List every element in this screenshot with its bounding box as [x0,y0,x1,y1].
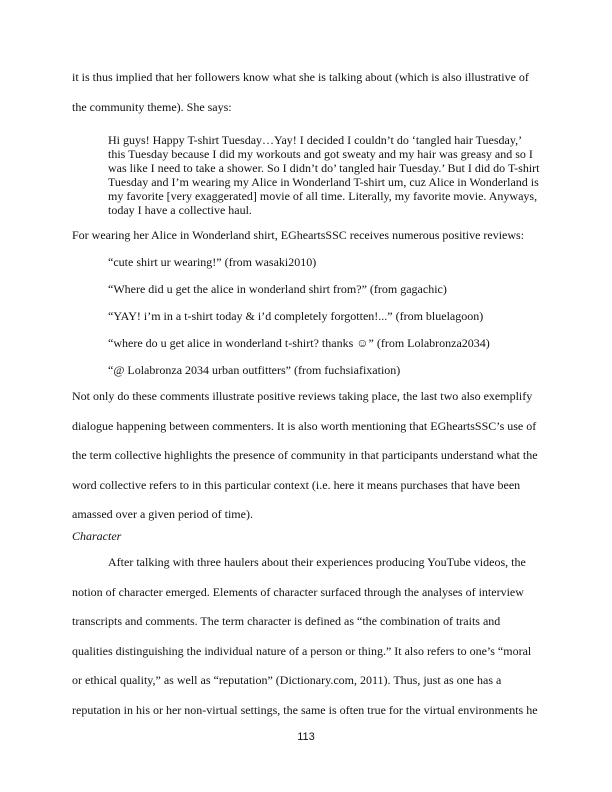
paragraph-positive-reviews-intro: For wearing her Alice in Wonderland shirt, EGheartsSSC receives numerous positive reviews: [72,228,525,242]
comment-quote-2: “Where did u get the alice in wonderland shirt from?” (from gagachic) [108,282,447,296]
comment-quote-5: “@ Lolabronza 2034 urban outfitters” (from fuchsiafixation) [108,363,401,377]
comment-quote-1: “cute shirt ur wearing!” (from wasaki2010) [108,255,317,269]
paragraph-community-theme: it is thus implied that her followers know what she is talking about (which is also illustrative of the community theme). She says: [72,70,529,114]
section-heading-character: Character [72,529,122,543]
paragraph-character-definition: After talking with three haulers about their experiences producing YouTube videos, the notion of character emerged. Elements of character surfaced through the analyses of interview transcripts and comments. The term character is defined as “the combination of traits and qualities distinguishing the individual nature of a person or thing.” It also refers to one’s “moral or ethical quality,” as well as “reputation” (Dictionary.com, 2011). Thus, just as one has a reputation in his or her non-virtual settings, the same is often true for the virtual environments he [72,555,538,717]
page-number: 113 [297,731,315,743]
comment-quote-4: “where do u get alice in wonderland t-shirt? thanks ☺” (from Lolabronza2034) [108,336,490,350]
block-quote-transcript: Hi guys! Happy T-shirt Tuesday…Yay! I decided I couldn’t do ‘tangled hair Tuesday,’ this Tuesday because I did my workouts and got sweaty and my hair was greasy and so I was like I need to take a shower. So I didn’t do’ tangled hair Tuesday.’ But I did do T-shirt Tuesday and I’m wearing my Alice in Wonderland T-shirt um, cuz Alice in Wonderland is my favorite [very exaggerated] movie of all time. Literally, my favorite movie. Anyways, today I have a collective haul. [108,133,540,218]
comment-quote-3: “YAY! i’m in a t-shirt today & i’d completely forgotten!...” (from bluelagoon) [108,309,484,323]
paragraph-dialogue-analysis: Not only do these comments illustrate positive reviews taking place, the last two also exemplify dialogue happening between commenters. It is also worth mentioning that EGheartsSSC’s use of the term collective highlights the presence of community in that participants understand what the word collective refers to in this particular context (i.e. here it means purchases that have been amassed over a given period of time). [72,389,538,521]
